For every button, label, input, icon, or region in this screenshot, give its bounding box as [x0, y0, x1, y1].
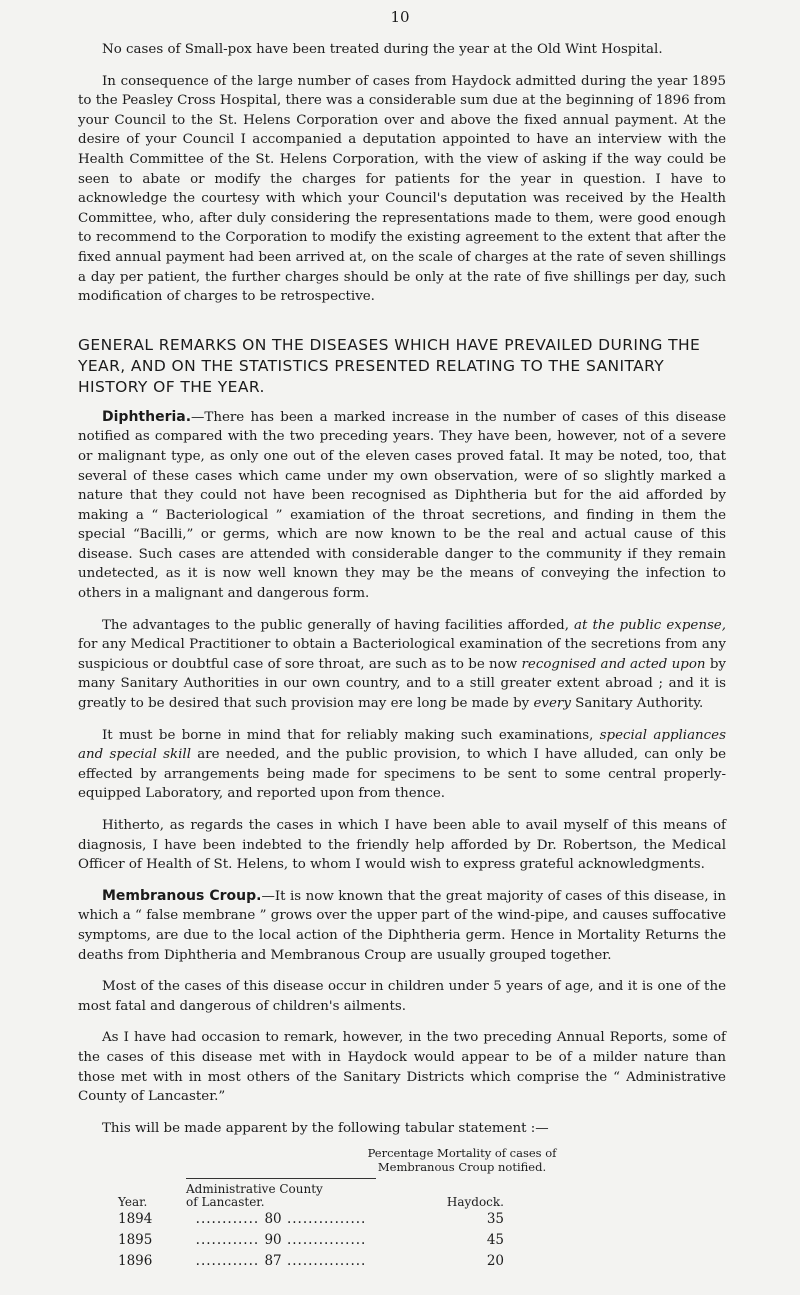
column-header-county — [182, 1178, 380, 1209]
cell-haydock: 20 — [486, 1253, 504, 1270]
text-run: are needed, and the public provision, to which I have alluded, can only be effected by arrangements being made for specimens to be sent to some central properly-equipped Laboratory, and reported upon from thence. — [78, 747, 727, 802]
paragraph-tabular-intro: This will be made apparent by the following tabular statement :— — [102, 1120, 549, 1136]
paragraph-public-expense — [78, 616, 726, 714]
leader-dots: ............ — [195, 1253, 265, 1270]
leader-dots: ............... — [281, 1253, 367, 1270]
leader-dots: ............... — [281, 1211, 367, 1228]
paragraph-children: Most of the cases of this disease occur in children under 5 years of age, and it is one of the most fatal and dangerous of children's ailments. — [78, 979, 726, 1014]
cell-haydock: 45 — [486, 1232, 504, 1249]
table-row — [114, 1209, 508, 1230]
paragraph-smallpox: No cases of Small-pox have been treated during the year at the Old Wint Hospital. — [102, 42, 663, 57]
leader-dots: ............... — [281, 1232, 367, 1249]
paragraph-milder-nature: As I have had occasion to remark, however, in the two preceding Annual Reports, some of the cases of this disease met with in Haydock would appear to be of a milder nature than those met with in most others of the Sanitary Districts which comprise the “ Administrative County of Lancaster.” — [78, 1030, 726, 1105]
table-row — [114, 1251, 508, 1272]
mortality-table — [114, 1178, 508, 1272]
emphasis: at the public expense, — [574, 617, 726, 633]
text-run: It must be borne in mind that for reliably making such examinations, — [102, 727, 600, 743]
paragraph-special-appliances — [78, 726, 726, 804]
text-run: by many Sanitary Authorities in our own country, and to a still greater extent abroad ; and it is greatly to be desired that such provision may ere long be made by — [78, 656, 726, 712]
cell-county — [182, 1230, 380, 1251]
emphasis: every — [533, 696, 571, 712]
county-value: 87 — [264, 1253, 282, 1270]
caption-line: Membranous Croup notified. — [377, 1160, 547, 1175]
emphasis: recognised and acted upon — [521, 656, 706, 672]
text-run: The advantages to the public generally of having facilities afforded, — [102, 617, 575, 633]
cell-county — [182, 1251, 380, 1272]
paragraph-diphtheria — [78, 408, 726, 604]
text-run: for any Medical Practitioner to obtain a Bacteriological examination of the secretions from any suspicious or doubtful case of sore throat, are such as to be now — [78, 637, 726, 672]
column-header-year: Year. — [118, 1195, 148, 1210]
croup-text: —It is now known that the great majority of cases of this disease, in which a “ false membrane ” grows over the upper part of the wind-pipe, and causes suffocative symptoms, are due to the local action of the Diphtheria germ. Hence in Mortality Returns the deaths from Diphtheria and Membranous Croup are usually grouped together. — [78, 888, 726, 963]
paragraph-hitherto: Hitherto, as regards the cases in which I have been able to avail myself of this means of diagnosis, I have been indebted to the friendly help afforded by Dr. Robertson, the Medical Officer of Health of St. Helens, to whom I would wish to express grateful acknowledgments. — [78, 818, 726, 873]
leader-dots: ............ — [195, 1211, 265, 1228]
page-number: 10 — [390, 8, 410, 26]
table-caption — [198, 1146, 726, 1174]
table-body — [114, 1209, 508, 1272]
brace-divider — [186, 1178, 376, 1181]
cell-year: 1895 — [118, 1232, 153, 1249]
text-run: Sanitary Authority. — [570, 696, 704, 712]
column-header-line: Administrative County — [186, 1182, 323, 1197]
section-heading: GENERAL REMARKS ON THE DISEASES WHICH HAVE PREVAILED DURING THE YEAR, AND ON THE STATISTICS PRESENTED RELATING TO THE SANITARY HISTORY OF THE YEAR. — [78, 335, 701, 396]
cell-year: 1894 — [118, 1211, 153, 1228]
leader-dots: ............ — [195, 1232, 265, 1249]
diphtheria-text: —There has been a marked increase in the number of cases of this disease notified as compared with the two preceding years. They have been, however, not of a severe or malignant type, as only one out of the eleven cases proved fatal. It may be noted, too, that several of these cases which came under my own observation, were of so slightly marked a nature that they could not have been recognised as Diphtheria but for the aid afforded by making a “ Bacteriological ” examiation of the throat secretions, and finding in them the special “Bacilli,” or germs, which are now known to be the real and actual cause of this disease. Such cases are attended with considerable danger to the community if they remain undetected, as it is now well known they may be the means of conveying the infection to others in a malignant and dangerous form. — [78, 409, 726, 602]
croup-title: Membranous Croup. — [102, 887, 262, 904]
paragraph-haydock-cases: In consequence of the large number of cases from Haydock admitted during the year 1895 to the Peasley Cross Hospital, there was a considerable sum due at the beginning of 1896 from your Council to the St. Helens Corporation over and above the fixed annual payment. At the desire of your Council I accompanied a deputation appointed to have an interview with the Health Committee of the St. Helens Corporation, with the view of asking if the way could be seen to abate or modify the charges for patients for the year in question. I have to acknowledge the courtesy with which your Council's deputation was received by the Health Committee, who, after duly considering the representations made to them, were good enough to recommend to the Corporation to modify the existing agreement to the extent that after the fixed annual payment had been arrived at, on the scale of charges at the rate of seven shillings a day per patient, the further charges should be only at the rate of five shillings per day, such modification of charges to be retrospective. — [78, 73, 726, 305]
diphtheria-title: Diphtheria. — [102, 408, 192, 425]
table-row — [114, 1230, 508, 1251]
column-header-haydock: Haydock. — [446, 1195, 504, 1210]
emphasis: special appliances and special skill — [78, 727, 726, 763]
cell-year: 1896 — [118, 1253, 153, 1270]
report-body — [78, 40, 726, 1272]
cell-county — [182, 1209, 380, 1230]
caption-line: Percentage Mortality of cases of — [367, 1146, 557, 1161]
column-header-line: of Lancaster. — [186, 1195, 265, 1210]
cell-haydock: 35 — [486, 1211, 504, 1228]
county-value: 80 — [264, 1211, 282, 1228]
paragraph-croup — [78, 887, 726, 965]
county-value: 90 — [264, 1232, 282, 1249]
